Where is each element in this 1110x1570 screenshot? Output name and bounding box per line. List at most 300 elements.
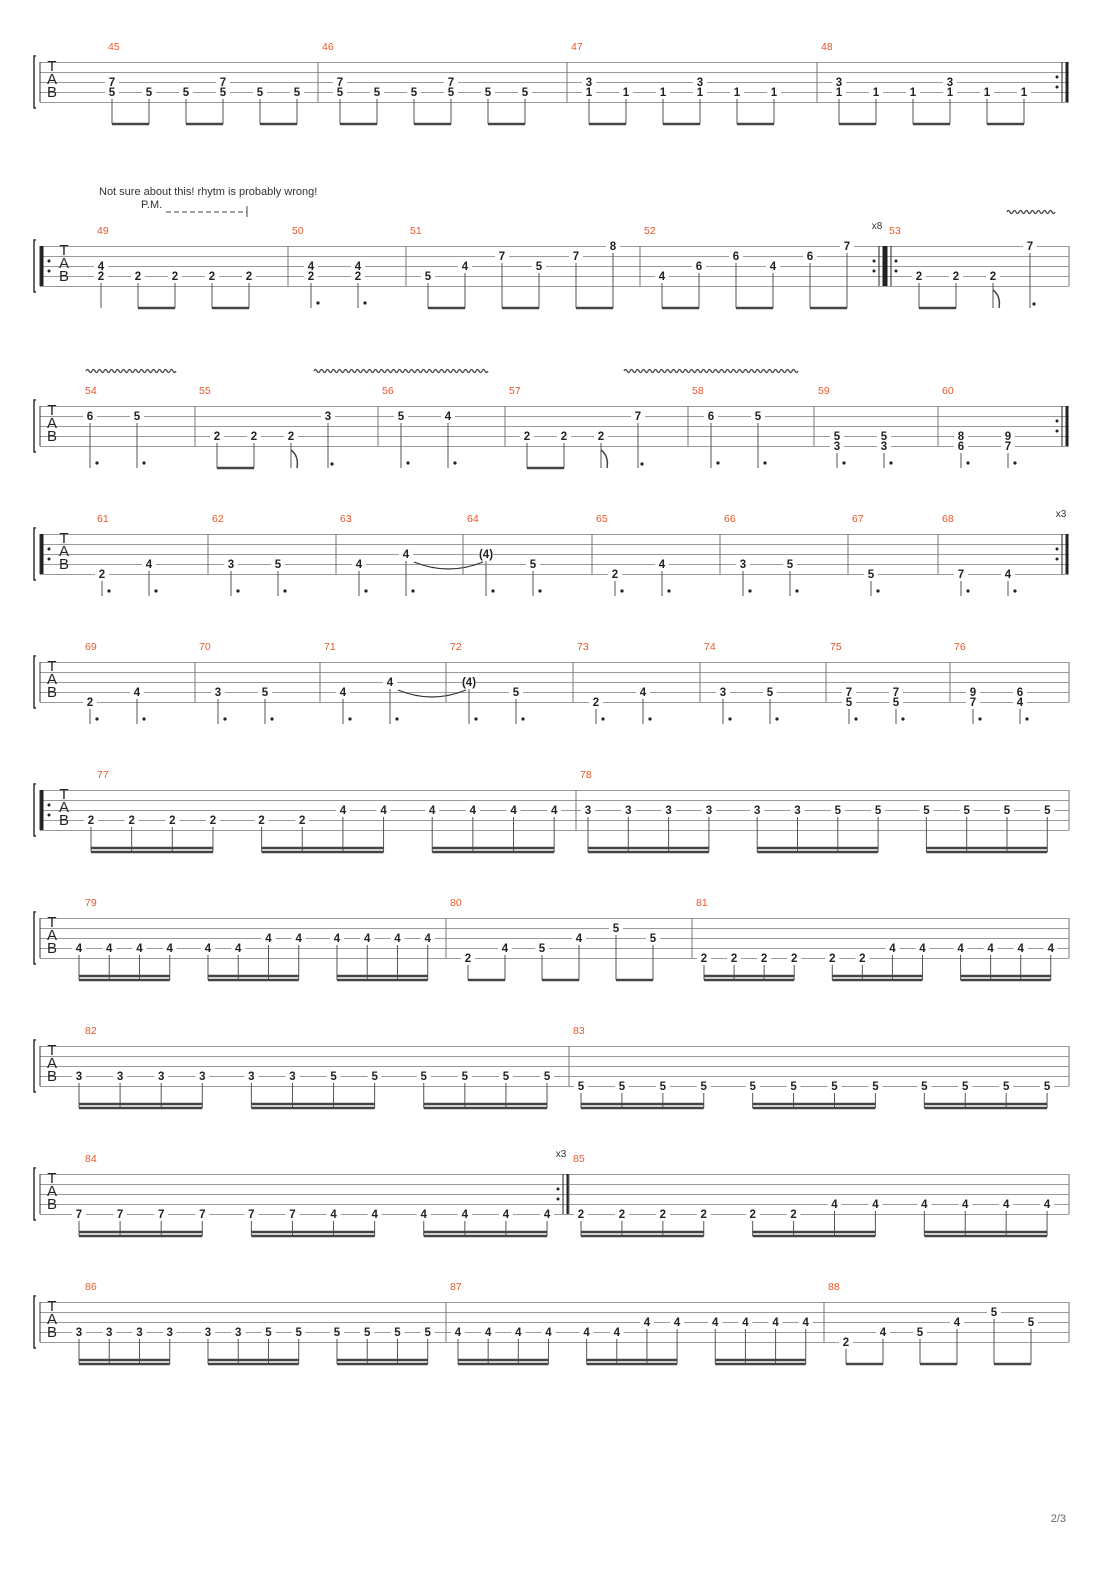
measure-number: 69 <box>85 641 97 653</box>
dot <box>142 717 145 720</box>
fret-number: 5 <box>182 87 190 99</box>
fret-number: 5 <box>831 1081 838 1093</box>
measure-number: 81 <box>696 897 708 909</box>
dot <box>474 717 477 720</box>
fret-number: 4 <box>461 1209 469 1221</box>
tab-clef-letter: T <box>59 786 69 803</box>
fret-number: 4 <box>957 943 964 955</box>
fret-number: 5 <box>108 87 116 99</box>
fret-number: 4 <box>921 1199 928 1211</box>
flag <box>291 450 297 468</box>
tab-clef-letter: T <box>47 914 57 931</box>
fret-number: 2 <box>523 431 531 443</box>
fret-number: 5 <box>892 697 900 709</box>
measure-number: 60 <box>942 385 954 397</box>
repeat-dot <box>1056 420 1059 423</box>
dot <box>1032 302 1035 305</box>
fret-number: 5 <box>261 687 269 699</box>
fret-number: 4 <box>204 943 212 955</box>
fret-number: 7 <box>843 241 851 253</box>
fret-number: 1 <box>872 87 880 99</box>
fret-number: 4 <box>235 943 242 955</box>
repeat-dot <box>873 270 876 273</box>
fret-number: 3 <box>204 1327 212 1339</box>
fret-number: 4 <box>136 943 143 955</box>
fret-number: 5 <box>484 87 492 99</box>
fret-number: 4 <box>742 1317 749 1329</box>
measure-number: 57 <box>509 385 521 397</box>
fret-number: 3 <box>214 687 222 699</box>
fret-number: 7 <box>1004 441 1012 453</box>
fret-number: 5 <box>880 431 888 443</box>
fret-number: 5 <box>833 431 841 443</box>
fret-number: 4 <box>1047 943 1054 955</box>
fret-number: 2 <box>791 953 798 965</box>
fret-number: 2 <box>258 815 265 827</box>
fret-number: 7 <box>248 1209 255 1221</box>
dot <box>728 717 731 720</box>
fret-number: 3 <box>289 1071 296 1083</box>
fret-number: 1 <box>659 87 667 99</box>
staff-system <box>34 211 1069 309</box>
fret-number: 1 <box>1020 87 1028 99</box>
measure-number: 88 <box>828 1281 840 1293</box>
fret-number: 4 <box>469 805 477 817</box>
fret-number: 5 <box>521 87 529 99</box>
measure-number: 46 <box>322 41 334 53</box>
fret-number: 5 <box>410 87 418 99</box>
measure-number: 49 <box>97 225 109 237</box>
fret-number: 6 <box>1016 687 1024 699</box>
system-bracket <box>34 1296 36 1348</box>
measure-number: 86 <box>85 1281 97 1293</box>
fret-number: 4 <box>953 1317 961 1329</box>
fret-number: 8 <box>609 241 617 253</box>
fret-number: 4 <box>1016 697 1024 709</box>
fret-number: 5 <box>529 559 537 571</box>
measure-number: 82 <box>85 1025 97 1037</box>
fret-number: 3 <box>665 805 672 817</box>
system-bracket <box>34 1040 36 1092</box>
dot <box>363 301 366 304</box>
fret-number: 6 <box>707 411 715 423</box>
fret-number: 1 <box>585 87 593 99</box>
dot <box>978 717 981 720</box>
measure-number: 73 <box>577 641 589 653</box>
fret-number: 2 <box>592 697 600 709</box>
measure-number: 87 <box>450 1281 462 1293</box>
dot <box>364 589 367 592</box>
fret-number: 3 <box>199 1071 206 1083</box>
repeat-dot <box>895 260 898 263</box>
measure-number: 76 <box>954 641 966 653</box>
fret-number: 7 <box>75 1209 83 1221</box>
fret-number: 5 <box>612 923 620 935</box>
fret-number: 5 <box>543 1071 551 1083</box>
fret-number: 3 <box>625 805 632 817</box>
fret-number: 3 <box>227 559 235 571</box>
fret-number: 4 <box>355 559 363 571</box>
fret-number: 2 <box>760 953 768 965</box>
fret-number: 4 <box>879 1327 887 1339</box>
tab-clef-letter: B <box>58 268 70 285</box>
dot <box>620 589 623 592</box>
fret-number: 5 <box>538 943 546 955</box>
measure-number: 65 <box>596 513 608 525</box>
repeat-dot <box>1056 558 1059 561</box>
fret-number: 5 <box>447 87 455 99</box>
measure-number: 66 <box>724 513 736 525</box>
fret-number: 3 <box>739 559 747 571</box>
fret-number: 4 <box>502 1209 510 1221</box>
fret-number: 5 <box>649 933 657 945</box>
fret-number: 6 <box>732 251 740 263</box>
fret-number: 1 <box>909 87 917 99</box>
fret-number: 5 <box>1003 805 1011 817</box>
fret-number: 7 <box>199 1209 206 1221</box>
fret-number: 2 <box>464 953 472 965</box>
fret-number: 2 <box>213 431 221 443</box>
fret-number: 5 <box>373 87 381 99</box>
fret-number: 5 <box>371 1071 378 1083</box>
fret-number: 1 <box>946 87 954 99</box>
repeat-dot <box>1056 76 1059 79</box>
fret-number: 2 <box>842 1337 850 1349</box>
fret-number: 5 <box>364 1327 371 1339</box>
fret-number: 3 <box>696 77 704 89</box>
fret-number: 2 <box>209 815 217 827</box>
fret-number: 4 <box>1004 569 1012 581</box>
fret-number: 5 <box>834 805 841 817</box>
dot <box>763 461 766 464</box>
fret-number: 2 <box>859 953 866 965</box>
fret-number: 2 <box>134 271 142 283</box>
fret-number: 2 <box>597 431 605 443</box>
repeat-dot <box>48 814 51 817</box>
tab-clef-letter: B <box>46 428 58 445</box>
fret-number: 4 <box>802 1317 809 1329</box>
fret-number: 5 <box>1043 1081 1051 1093</box>
fret-number: 4 <box>543 1209 551 1221</box>
fret-number: 5 <box>535 261 543 273</box>
fret-number: 2 <box>577 1209 585 1221</box>
repeat-dot <box>48 548 51 551</box>
fret-number: 4 <box>484 1327 492 1339</box>
measure-number: 67 <box>852 513 864 525</box>
fret-number: 5 <box>577 1081 585 1093</box>
dot <box>395 717 398 720</box>
tab-clef-letter: A <box>46 671 58 688</box>
fret-number: 5 <box>336 87 344 99</box>
measure-number: 78 <box>580 769 592 781</box>
fret-number: 2 <box>749 1209 756 1221</box>
fret-number: 4 <box>872 1199 879 1211</box>
tie <box>398 690 466 697</box>
fret-number: 4 <box>962 1199 969 1211</box>
fret-number: 5 <box>1027 1317 1035 1329</box>
fret-number: 5 <box>145 87 153 99</box>
fret-number: 4 <box>1017 943 1024 955</box>
fret-number: 7 <box>157 1209 165 1221</box>
fret-number: 7 <box>447 77 455 89</box>
tie <box>414 562 483 569</box>
dot <box>406 461 409 464</box>
fret-number: 7 <box>108 77 116 89</box>
fret-number: 5 <box>424 271 432 283</box>
fret-number: 5 <box>394 1327 401 1339</box>
measure-number: 55 <box>199 385 211 397</box>
measure-number: 48 <box>821 41 833 53</box>
fret-number: 4 <box>772 1317 779 1329</box>
dot <box>316 301 319 304</box>
dot <box>521 717 524 720</box>
fret-number: 2 <box>307 271 315 283</box>
measure-number: 45 <box>108 41 120 53</box>
fret-number: 2 <box>128 815 135 827</box>
fret-number: 7 <box>634 411 642 423</box>
measure-number: 75 <box>830 641 842 653</box>
fret-number: 2 <box>560 431 568 443</box>
fret-number: 5 <box>874 805 882 817</box>
fret-number: 5 <box>295 1327 302 1339</box>
tab-clef-letter: A <box>46 927 58 944</box>
fret-number: 3 <box>946 77 954 89</box>
staff-system <box>34 528 1069 596</box>
dot <box>142 461 145 464</box>
fret-number: 5 <box>923 805 930 817</box>
fret-number: 3 <box>880 441 888 453</box>
repeat-dot <box>48 260 51 263</box>
fret-number: 6 <box>806 251 814 263</box>
repeat-dot <box>48 558 51 561</box>
fret-number: 8 <box>957 431 965 443</box>
fret-number: 4 <box>658 559 666 571</box>
fret-number: 3 <box>705 805 713 817</box>
fret-number: 2 <box>700 1209 707 1221</box>
dot <box>648 717 651 720</box>
fret-number: 5 <box>133 411 141 423</box>
tab-clef-letter: A <box>46 1311 58 1328</box>
repeat-count: x3 <box>1055 509 1067 520</box>
fret-number: 3 <box>794 805 801 817</box>
measure-number: 50 <box>292 225 304 237</box>
fret-number: 6 <box>957 441 965 453</box>
measure-number: 77 <box>97 769 109 781</box>
fret-number: 9 <box>1004 431 1012 443</box>
fret-number: 4 <box>712 1317 719 1329</box>
fret-number: 5 <box>872 1081 879 1093</box>
fret-number: 2 <box>700 953 708 965</box>
fret-number: 5 <box>1002 1081 1010 1093</box>
fret-number: 4 <box>97 261 105 273</box>
fret-number: 6 <box>695 261 703 273</box>
fret-number: 4 <box>550 805 558 817</box>
fret-number: 4 <box>333 933 341 945</box>
dot <box>283 589 286 592</box>
system-bracket <box>34 784 36 836</box>
fret-number: 5 <box>990 1307 998 1319</box>
fret-number: 5 <box>749 1081 756 1093</box>
staff-system <box>34 656 1069 724</box>
system-bracket <box>34 240 36 292</box>
fret-number: 4 <box>461 261 469 273</box>
measure-number: 63 <box>340 513 352 525</box>
fret-number: 4 <box>133 687 141 699</box>
fret-number: 5 <box>274 559 282 571</box>
dot <box>854 717 857 720</box>
fret-number: 4 <box>454 1327 462 1339</box>
fret-number: 2 <box>299 815 306 827</box>
fret-number: 3 <box>248 1071 255 1083</box>
fret-number: 4 <box>639 687 647 699</box>
dot <box>795 589 798 592</box>
fret-number: 4 <box>658 271 666 283</box>
dot <box>748 589 751 592</box>
fret-number: 4 <box>501 943 509 955</box>
fret-number: 5 <box>963 805 970 817</box>
system-bracket <box>34 1168 36 1220</box>
measure-number: 68 <box>942 513 954 525</box>
dot <box>95 717 98 720</box>
measure-number: 56 <box>382 385 394 397</box>
tab-clef-letter: B <box>46 1068 58 1085</box>
fret-number: 5 <box>754 411 762 423</box>
tab-clef-letter: T <box>47 1170 57 1187</box>
fret-number: 5 <box>962 1081 969 1093</box>
measure-number: 53 <box>889 225 901 237</box>
staff-system <box>34 1168 1069 1236</box>
fret-number: 5 <box>256 87 264 99</box>
tab-clef-letter: B <box>46 1196 58 1213</box>
fret-number: 2 <box>245 271 253 283</box>
dot <box>453 461 456 464</box>
fret-number: 2 <box>208 271 216 283</box>
fret-number: 4 <box>515 1327 522 1339</box>
dot <box>348 717 351 720</box>
dot <box>330 462 333 465</box>
fret-number: 2 <box>952 271 960 283</box>
fret-number: 5 <box>845 697 853 709</box>
fret-number: 4 <box>1043 1199 1051 1211</box>
fret-number: 4 <box>545 1327 552 1339</box>
fret-number: 3 <box>835 77 843 89</box>
fret-number: 3 <box>116 1071 124 1083</box>
measure-number: 64 <box>467 513 479 525</box>
fret-number: 4 <box>889 943 896 955</box>
fret-number: 1 <box>622 87 630 99</box>
flag <box>601 450 607 468</box>
fret-number: 5 <box>786 559 794 571</box>
fret-number: 4 <box>386 677 394 689</box>
fret-number: 5 <box>333 1327 341 1339</box>
dot <box>1013 589 1016 592</box>
fret-number: 3 <box>585 77 593 89</box>
fret-number: 4 <box>295 933 302 945</box>
tab-clef-letter: A <box>58 799 70 816</box>
fret-number: 4 <box>75 943 83 955</box>
fret-number: 4 <box>265 933 272 945</box>
fret-number: 5 <box>700 1081 707 1093</box>
dot <box>411 589 414 592</box>
fret-number: 2 <box>829 953 836 965</box>
staff-system <box>34 912 1069 980</box>
measure-number: 80 <box>450 897 462 909</box>
fret-number: 5 <box>219 87 227 99</box>
fret-number: 4 <box>424 933 431 945</box>
fret-number: 7 <box>498 251 506 263</box>
measure-number: 62 <box>212 513 224 525</box>
tab-clef-letter: T <box>59 242 69 259</box>
vibrato <box>1007 211 1055 214</box>
measure-number: 70 <box>199 641 211 653</box>
dot <box>966 461 969 464</box>
fret-number: 5 <box>265 1327 272 1339</box>
tab-clef-letter: A <box>46 1183 58 1200</box>
fret-number: 2 <box>618 1209 626 1221</box>
dot <box>601 717 604 720</box>
fret-number: 4 <box>339 805 347 817</box>
vibrato <box>86 370 176 373</box>
measure-number: 52 <box>644 225 656 237</box>
fret-number: 7 <box>892 687 900 699</box>
fret-number: 7 <box>572 251 580 263</box>
repeat-dot <box>1056 548 1059 551</box>
dot <box>876 589 879 592</box>
system-bracket <box>34 912 36 964</box>
fret-number: 5 <box>293 87 301 99</box>
staff-system <box>34 370 1069 469</box>
fret-number: 6 <box>86 411 94 423</box>
repeat-dot <box>873 260 876 263</box>
tab-clef-letter: A <box>46 1055 58 1072</box>
fret-number: 7 <box>957 569 965 581</box>
fret-number: 7 <box>116 1209 124 1221</box>
fret-number: (4) <box>461 677 477 689</box>
fret-number: 4 <box>429 805 436 817</box>
fret-number: 7 <box>219 77 227 89</box>
fret-number: 4 <box>354 261 362 273</box>
fret-number: 4 <box>330 1209 337 1221</box>
dot <box>640 462 643 465</box>
dot <box>901 717 904 720</box>
fret-number: 3 <box>157 1071 165 1083</box>
tab-clef-letter: B <box>58 812 70 829</box>
tab-clef-letter: T <box>47 1298 57 1315</box>
fret-number: 2 <box>87 815 95 827</box>
fret-number: 1 <box>835 87 843 99</box>
fret-number: 2 <box>250 431 258 443</box>
tab-clef-letter: T <box>47 58 57 75</box>
annotation-text: Not sure about this! rhytm is probably wrong! <box>99 186 318 198</box>
flag <box>993 290 999 308</box>
fret-number: 4 <box>613 1327 620 1339</box>
fret-number: 5 <box>420 1071 427 1083</box>
tab-clef-letter: B <box>58 556 70 573</box>
measure-number: 72 <box>450 641 462 653</box>
tab-clef-letter: T <box>47 658 57 675</box>
tab-clef-letter: A <box>46 415 58 432</box>
dot <box>154 589 157 592</box>
repeat-count: x3 <box>555 1149 567 1160</box>
dot <box>236 589 239 592</box>
dot <box>538 589 541 592</box>
system-bracket <box>34 400 36 452</box>
fret-number: 4 <box>106 943 113 955</box>
measure-number: 85 <box>573 1153 585 1165</box>
fret-number: 4 <box>364 933 371 945</box>
dot <box>270 717 273 720</box>
fret-number: 4 <box>371 1209 378 1221</box>
